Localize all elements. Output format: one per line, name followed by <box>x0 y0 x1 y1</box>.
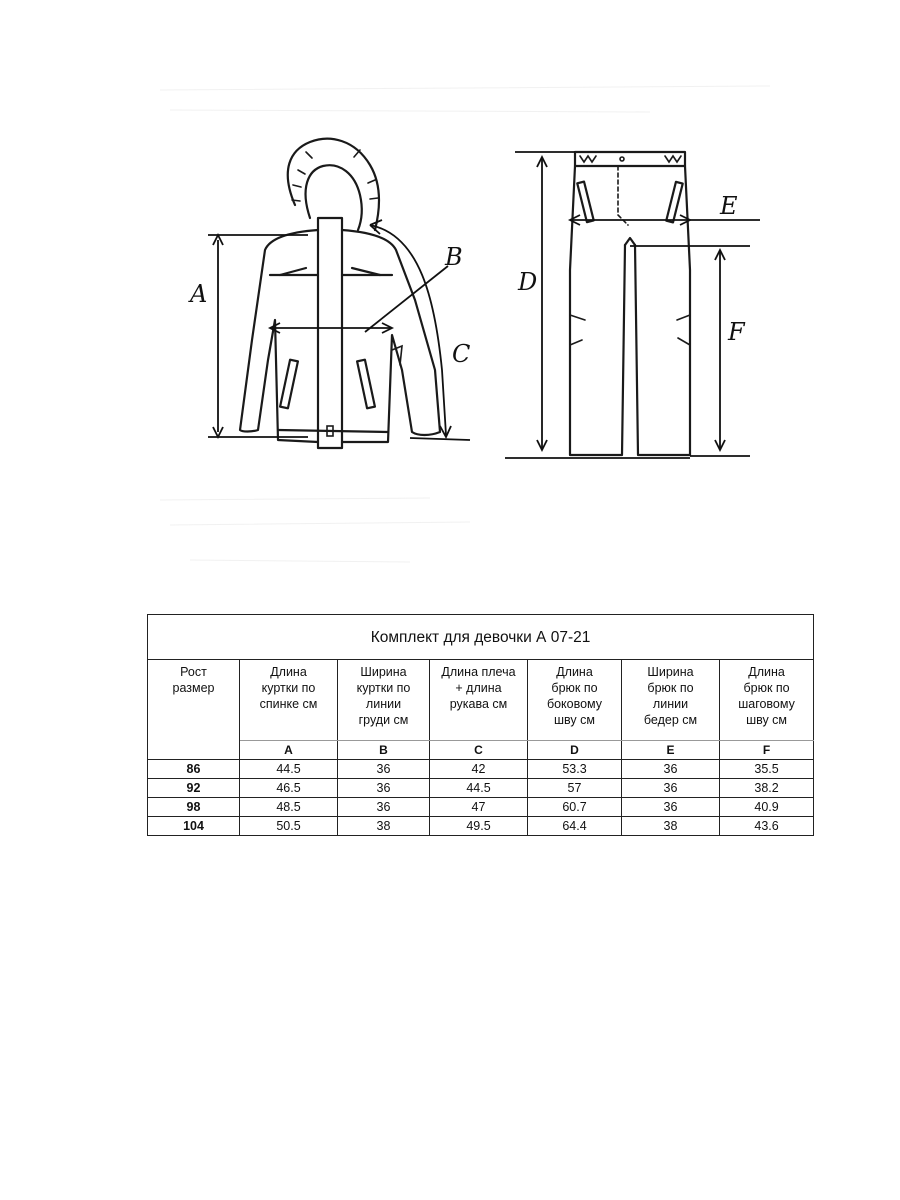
table-cell: 60.7 <box>528 798 622 817</box>
label-f: F <box>728 318 745 346</box>
size-98: 98 <box>148 798 240 817</box>
header-f: Длина брюк по шаговому шву см <box>720 660 814 741</box>
header-rost: Рост размер <box>148 660 240 741</box>
size-104: 104 <box>148 817 240 836</box>
table-cell: 57 <box>528 779 622 798</box>
table-title: Комплект для девочки А 07-21 <box>148 615 814 660</box>
header-a: Длина куртки по спинке см <box>240 660 338 741</box>
label-a: A <box>190 280 208 308</box>
size-92: 92 <box>148 779 240 798</box>
table-cell: 48.5 <box>240 798 338 817</box>
size-table <box>147 614 814 836</box>
table-cell: 35.5 <box>720 760 814 779</box>
dimension-a <box>188 235 308 437</box>
table-cell: 36 <box>622 779 720 798</box>
letter-row <box>148 741 814 760</box>
letter-d: D <box>528 741 622 760</box>
label-e: E <box>720 192 738 220</box>
table-row <box>148 798 814 817</box>
table-cell: 38.2 <box>720 779 814 798</box>
label-b: B <box>445 243 463 271</box>
table-row <box>148 817 814 836</box>
header-b: Ширина куртки по линии груди см <box>338 660 430 741</box>
table-cell: 49.5 <box>430 817 528 836</box>
letter-f: F <box>720 741 814 760</box>
jacket-drawing <box>240 139 440 448</box>
label-d: D <box>518 268 538 296</box>
table-cell: 47 <box>430 798 528 817</box>
label-c: C <box>452 340 471 368</box>
table-cell: 38 <box>338 817 430 836</box>
dimension-b <box>270 243 463 333</box>
table-row <box>148 779 814 798</box>
table-cell: 44.5 <box>430 779 528 798</box>
dimension-d <box>505 152 690 458</box>
table-cell: 46.5 <box>240 779 338 798</box>
table-cell: 36 <box>622 798 720 817</box>
header-d: Длина брюк по боковому шву см <box>528 660 622 741</box>
table-cell: 64.4 <box>528 817 622 836</box>
table-cell: 36 <box>338 798 430 817</box>
table-cell: 43.6 <box>720 817 814 836</box>
pants-drawing <box>570 152 690 455</box>
size-86: 86 <box>148 760 240 779</box>
table-cell: 42 <box>430 760 528 779</box>
size-chart <box>147 614 813 836</box>
table-cell: 36 <box>338 760 430 779</box>
header-row <box>148 660 814 741</box>
table-cell: 53.3 <box>528 760 622 779</box>
table-cell: 36 <box>338 779 430 798</box>
dimension-e <box>570 192 760 225</box>
letter-empty <box>148 741 240 760</box>
table-cell: 36 <box>622 760 720 779</box>
table-cell: 50.5 <box>240 817 338 836</box>
header-e: Ширина брюк по линии бедер см <box>622 660 720 741</box>
garment-sketch <box>130 70 890 610</box>
table-cell: 38 <box>622 817 720 836</box>
table-cell: 40.9 <box>720 798 814 817</box>
measurement-diagram <box>130 70 890 610</box>
table-cell: 44.5 <box>240 760 338 779</box>
table-row <box>148 760 814 779</box>
letter-b: B <box>338 741 430 760</box>
letter-a: A <box>240 741 338 760</box>
header-c: Длина плеча + длина рукава см <box>430 660 528 741</box>
letter-c: C <box>430 741 528 760</box>
letter-e: E <box>622 741 720 760</box>
